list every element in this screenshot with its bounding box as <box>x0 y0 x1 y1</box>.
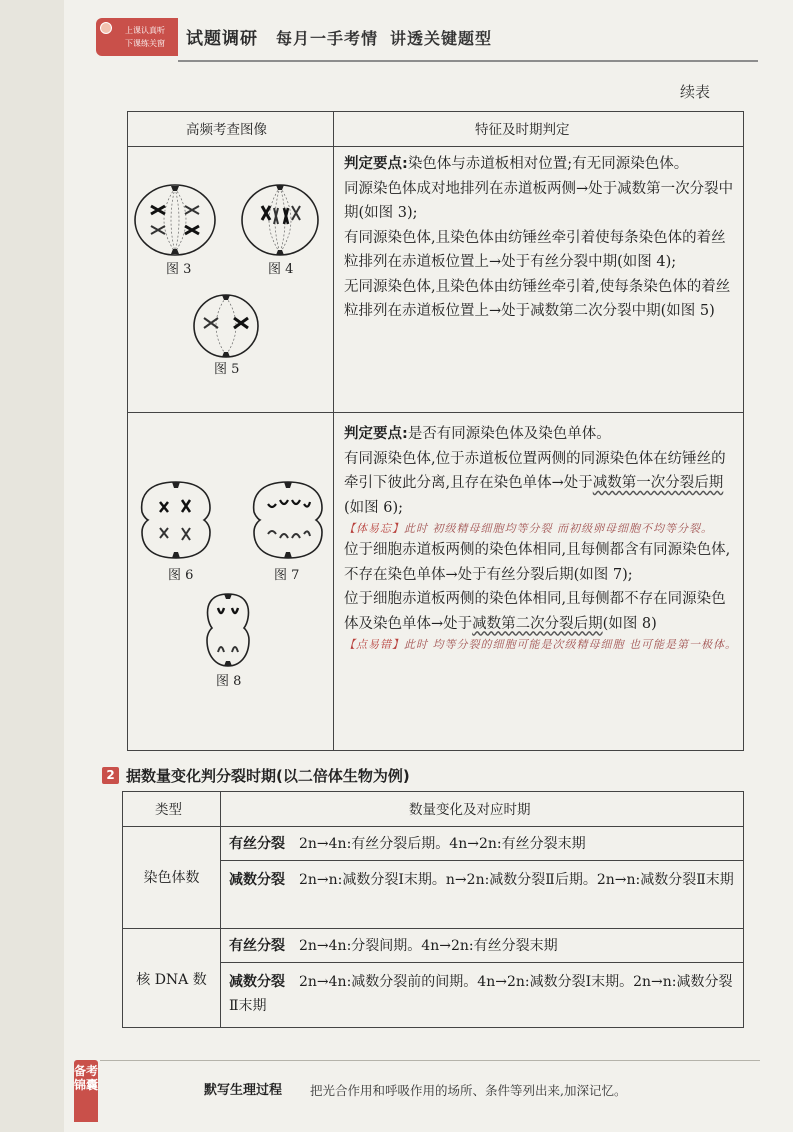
figure-label-6: 图 6 <box>168 568 194 583</box>
row2-paragraph-2: 位于细胞赤道板两侧的染色体相同,且每侧都含有同源染色体,不存在染色单体→处于有丝分裂后期(如图 7); <box>344 542 731 583</box>
figure-label-8: 图 8 <box>216 674 242 689</box>
page-margin <box>0 0 64 1132</box>
row2-p3-emphasis: 减数第二次分裂后期 <box>472 615 603 632</box>
row1-paragraph-1: 同源染色体成对地排列在赤道板两侧→处于减数第一次分裂中期(如图 3); <box>344 180 734 221</box>
handwritten-note-1 <box>344 520 739 538</box>
handwritten-note-2 <box>344 636 739 654</box>
row-text: 2n→4n:有丝分裂后期。4n→2n:有丝分裂末期 <box>299 836 586 852</box>
cell-diagram-fig8 <box>204 592 252 668</box>
row2-paragraph-3 <box>344 587 739 636</box>
header-title: 试题调研 <box>186 29 258 49</box>
header-divider <box>123 826 743 827</box>
figure-label-7: 图 7 <box>274 568 300 583</box>
col-header-features: 特征及时期判定 <box>475 122 570 138</box>
group-divider <box>123 928 743 929</box>
figure-label-4: 图 4 <box>268 262 294 277</box>
row1-paragraph-3: 无同源染色体,且染色体由纺锤丝牵引着,使每条染色体的着丝粒排列在赤道板位置上→处于减数第二次分裂中期(如图 5) <box>344 278 731 319</box>
figure-label-3: 图 3 <box>166 262 192 277</box>
table-row <box>229 832 734 856</box>
note-1-text: 此时 初级精母细胞均等分裂 而初级卵母细胞不均等分裂。 <box>404 522 713 535</box>
judgement-table <box>127 111 744 751</box>
table-row <box>229 970 734 1018</box>
key-point-text: 是否有同源染色体及染色单体。 <box>407 426 611 442</box>
column-divider <box>333 112 334 750</box>
col-header-changes: 数量变化及对应时期 <box>409 802 531 818</box>
note-2-text: 此时 均等分裂的细胞可能是次级精母细胞 也可能是第一极体。 <box>404 638 737 651</box>
row2-p1-emphasis: 减数第一次分裂后期 <box>592 475 724 491</box>
key-point-label: 判定要点: <box>344 156 408 172</box>
note-2-tag: 【点易错】 <box>344 638 404 651</box>
footer-title: 默写生理过程 <box>204 1083 283 1098</box>
sub-row-divider <box>220 860 743 861</box>
row2-p1-ref: (如图 6); <box>344 499 404 516</box>
section-number-badge: 2 <box>102 767 119 784</box>
continued-label: 续表 <box>680 83 711 101</box>
row-label: 减数分裂 <box>229 974 285 990</box>
sub-row-divider <box>220 962 743 963</box>
row-divider <box>128 412 743 413</box>
logo-icon <box>100 22 112 34</box>
row-text: 2n→4n:分裂间期。4n→2n:有丝分裂末期 <box>299 938 558 954</box>
logo-text <box>114 24 176 50</box>
cell-diagram-fig6 <box>138 480 214 560</box>
header-divider <box>128 146 743 147</box>
header-subtitle-1: 每月一手考情 <box>276 29 379 48</box>
row1-description <box>344 152 739 324</box>
logo-line-1: 上课认真听 <box>125 26 165 35</box>
section-title: 据数量变化判分裂时期(以二倍体生物为例) <box>126 767 410 785</box>
row1-paragraph-2: 有同源染色体,且染色体由纺锤丝牵引着使每条染色体的着丝粒排列在赤道板位置上→处于有丝分裂中期(如图 4); <box>344 229 726 270</box>
row2-description <box>344 422 739 654</box>
category-nuclear-dna-count: 核 DNA 数 <box>136 972 207 988</box>
row2-paragraph-1 <box>344 447 739 521</box>
table-row <box>229 868 734 892</box>
row-text: 2n→n:减数分裂Ⅰ末期。n→2n:减数分裂Ⅱ后期。2n→n:减数分裂Ⅱ末期 <box>299 872 734 888</box>
cell-diagram-fig3 <box>133 182 217 258</box>
row-label: 有丝分裂 <box>229 938 285 954</box>
row2-p3-ref: (如图 8) <box>602 615 657 632</box>
row2-p1-text: 有同源染色体,位于赤道板位置两侧的同源染色体在纺锤丝的牵引下彼此分离,且存在染色单体→处于 <box>344 450 726 491</box>
header-subtitle-2: 讲透关键题型 <box>390 29 493 48</box>
cell-diagram-fig4 <box>240 182 320 258</box>
column-divider <box>220 792 221 1027</box>
footer-text: 把光合作用和呼吸作用的场所、条件等列出来,加深记忆。 <box>310 1083 627 1098</box>
col-header-images: 高频考查图像 <box>186 122 267 138</box>
brand-logo <box>96 18 178 56</box>
note-1-tag: 【体易忘】 <box>344 522 404 535</box>
row2-key-point <box>344 422 739 447</box>
page-header <box>96 14 756 60</box>
header-rule <box>178 60 758 62</box>
page-footer <box>70 1060 760 1120</box>
cell-diagram-fig5 <box>192 292 260 360</box>
cell-diagram-fig7 <box>250 480 326 560</box>
quantity-table <box>122 791 744 1028</box>
key-point-text: 染色体与赤道板相对位置;有无同源染色体。 <box>407 156 689 172</box>
row-text: 2n→4n:减数分裂前的间期。4n→2n:减数分裂Ⅰ末期。2n→n:减数分裂Ⅱ末期 <box>229 974 733 1014</box>
col-header-type: 类型 <box>155 802 182 818</box>
row-label: 有丝分裂 <box>229 836 285 852</box>
row-label: 减数分裂 <box>229 872 285 888</box>
tips-tab: 备考锦囊 <box>74 1060 98 1122</box>
key-point-label: 判定要点: <box>344 426 408 442</box>
row2-p3-text: 位于细胞赤道板两侧的染色体相同,且每侧都不存在同源染色体及染色单体→处于 <box>344 591 726 632</box>
category-chromosome-count: 染色体数 <box>143 870 200 886</box>
logo-line-2: 下课练关窗 <box>125 39 165 48</box>
table-row <box>229 934 734 958</box>
row1-key-point <box>344 152 739 177</box>
figure-label-5: 图 5 <box>214 362 240 377</box>
footer-rule <box>100 1060 760 1061</box>
